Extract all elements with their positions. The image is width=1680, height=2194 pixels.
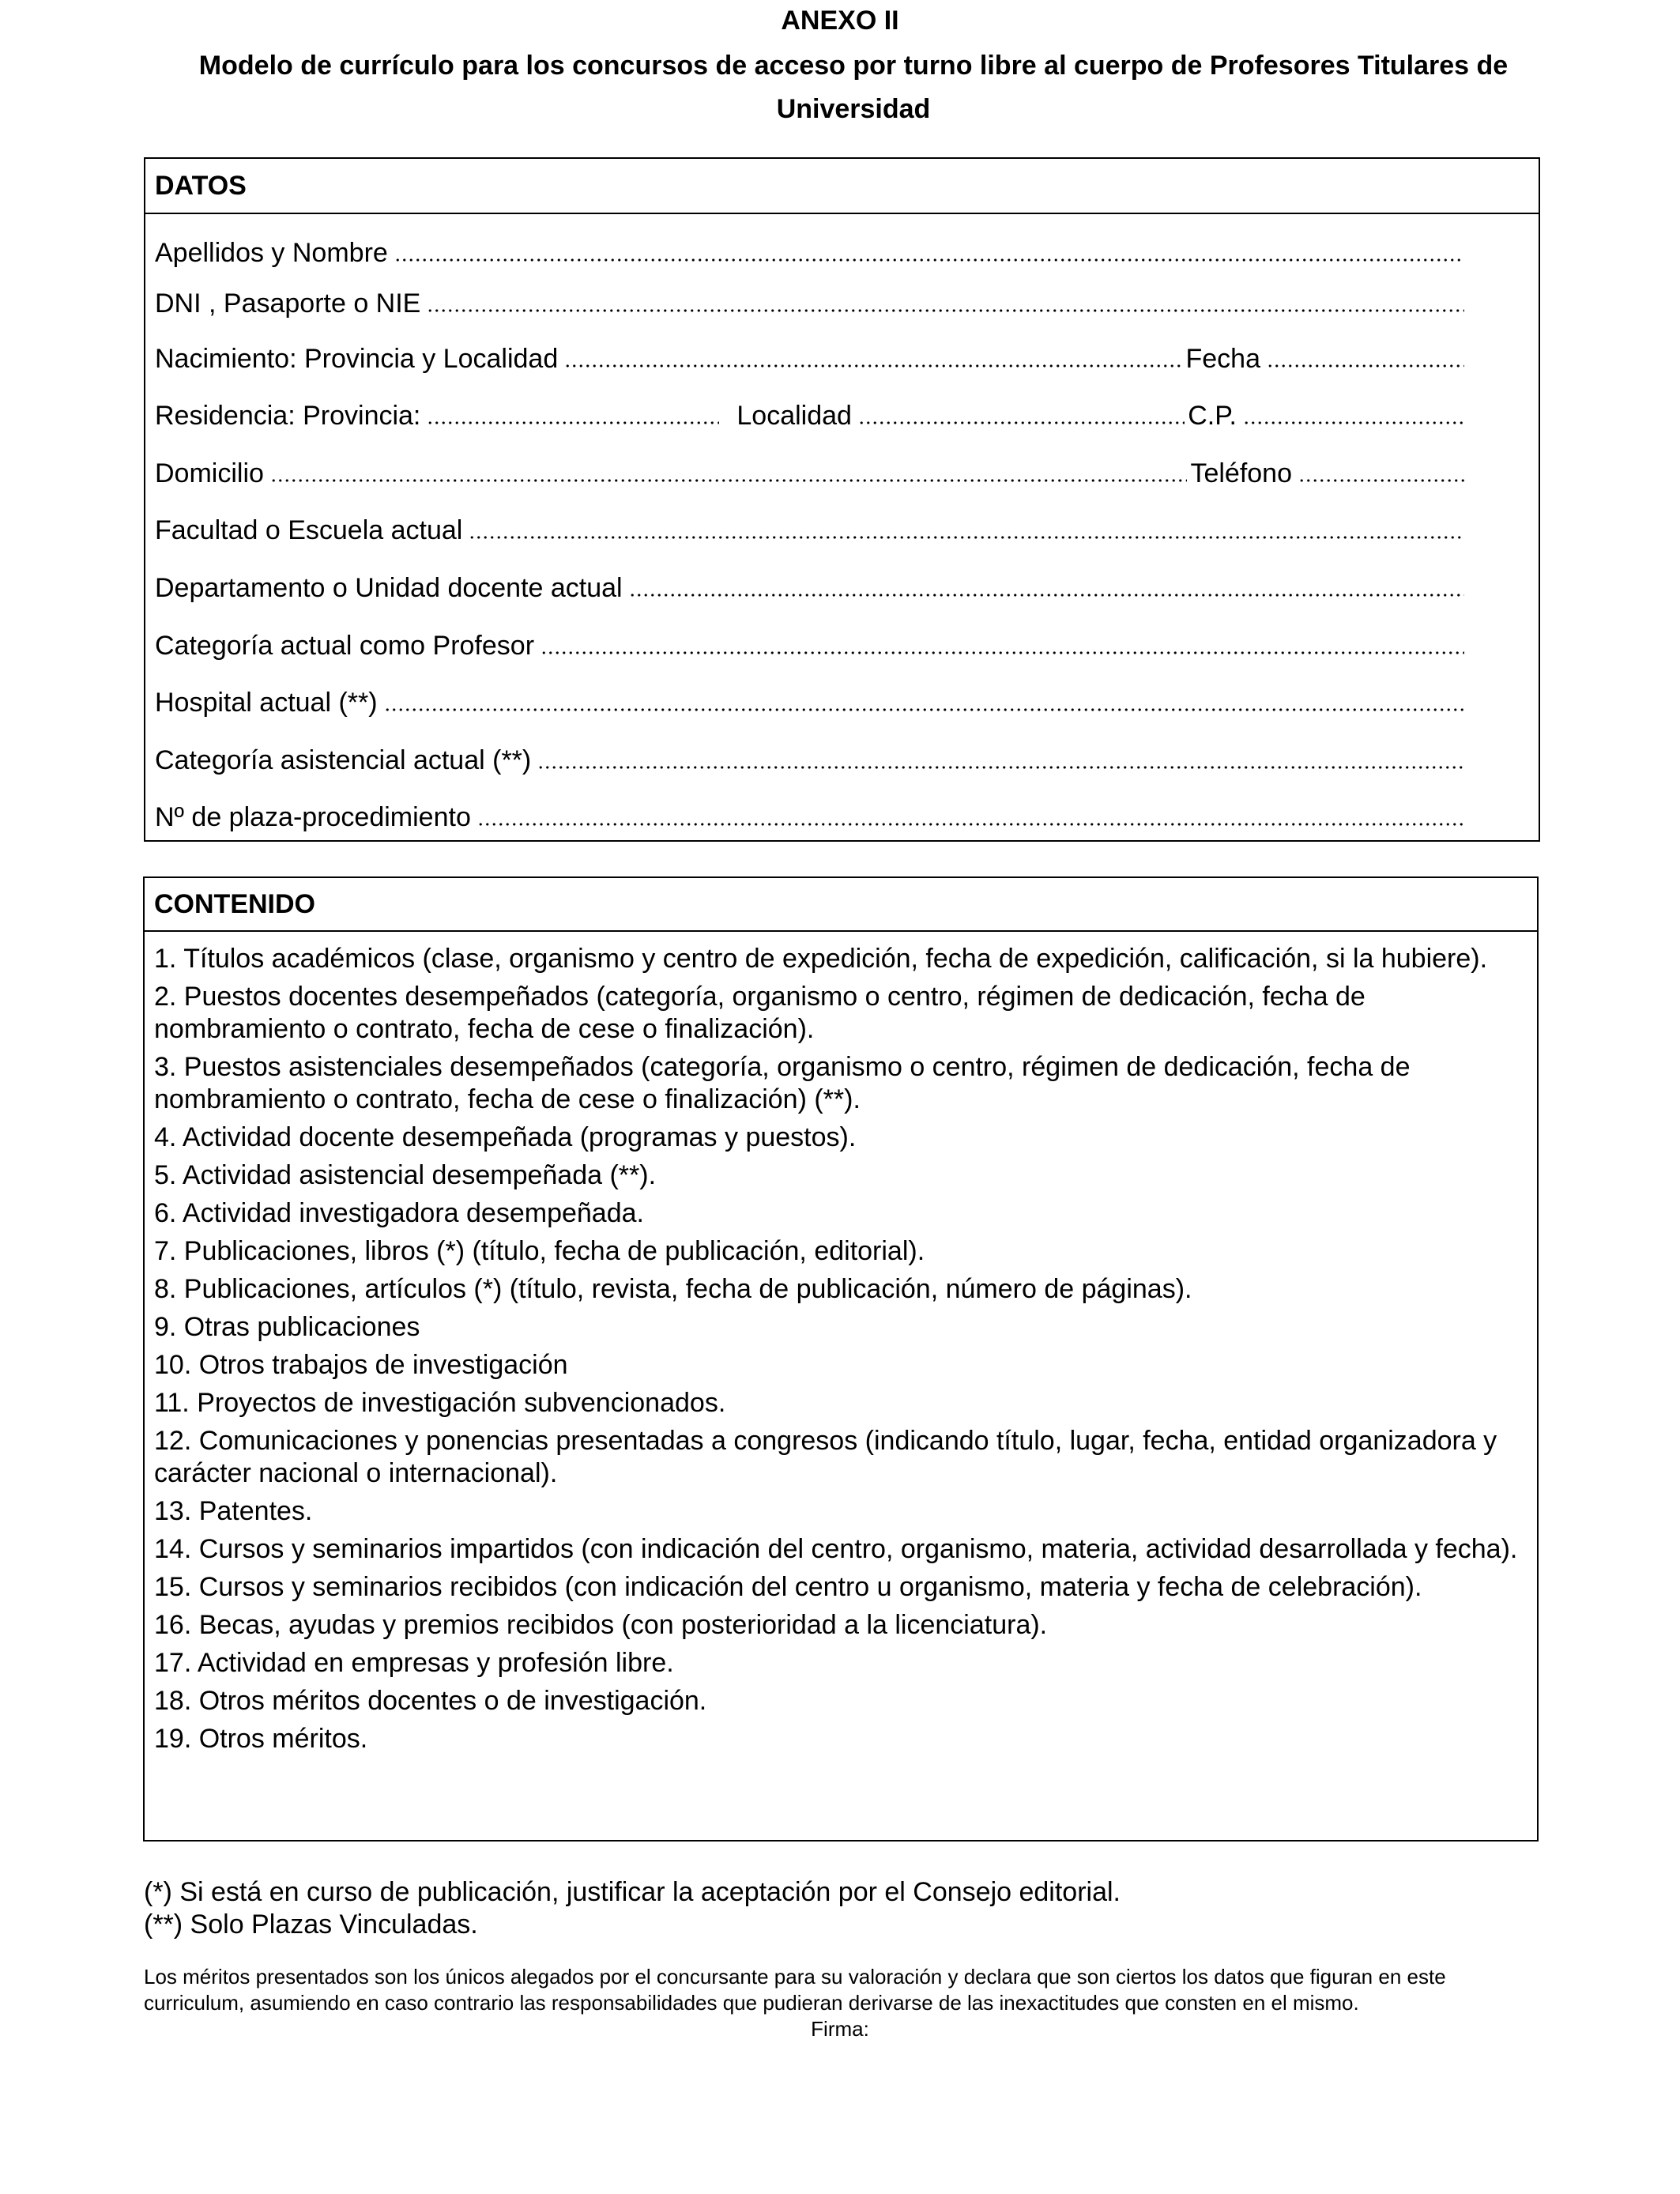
- label-categoria-profesor: Categoría actual como Profesor: [155, 631, 535, 661]
- contenido-item: 16. Becas, ayudas y premios recibidos (con posterioridad a la licenciatura).: [154, 1610, 1048, 1640]
- label-dni: DNI , Pasaporte o NIE: [155, 288, 421, 319]
- dotted-line: [469, 513, 1464, 540]
- dotted-line: [537, 743, 1464, 770]
- contenido-item: 11. Proyectos de investigación subvencionados.: [154, 1388, 726, 1418]
- label-fecha: Fecha: [1185, 344, 1260, 374]
- contenido-item: 8. Publicaciones, artículos (*) (título, revista, fecha de publicación, número de páginas).: [154, 1274, 1192, 1304]
- label-departamento: Departamento o Unidad docente actual: [155, 573, 623, 603]
- contenido-item: 19. Otros méritos.: [154, 1724, 368, 1754]
- contenido-item: 1. Títulos académicos (clase, organismo y centro de expedición, fecha de expedición, calificación, si la hubiere).: [154, 944, 1488, 974]
- disclaimer-text: Los méritos presentados son los únicos alegados por el concursante para su valoración y declara que son ciertos los datos que figuran en este curriculum, asumiendo en caso contrario las responsabilidades que pudieran derivarse de las inexactitudes que consten en el mismo.: [144, 1965, 1446, 2015]
- datos-heading: DATOS: [145, 159, 1539, 214]
- note-publication: (*) Si está en curso de publicación, justificar la aceptación por el Consejo editorial.: [144, 1877, 1121, 1907]
- annex-title: ANEXO II: [781, 6, 899, 36]
- field-nacimiento[interactable]: [155, 340, 1467, 375]
- field-hospital[interactable]: [155, 684, 1467, 718]
- contenido-item: 18. Otros méritos docentes o de investigación.: [154, 1686, 707, 1716]
- label-domicilio: Domicilio: [155, 458, 264, 488]
- contenido-list: [145, 932, 1537, 1755]
- label-residencia: Residencia: Provincia:: [155, 401, 421, 431]
- label-hospital: Hospital actual (**): [155, 688, 378, 718]
- dotted-line: [384, 685, 1464, 712]
- field-categoria-asistencial[interactable]: [155, 741, 1467, 776]
- contenido-item: 13. Patentes.: [154, 1496, 313, 1526]
- contenido-section: [143, 876, 1539, 1842]
- field-apellidos-nombre[interactable]: [155, 234, 1467, 269]
- label-localidad: Localidad: [736, 401, 852, 431]
- label-cp: C.P.: [1188, 401, 1237, 431]
- dotted-line: [427, 286, 1464, 313]
- contenido-item: 2. Puestos docentes desempeñados (categoría, organismo o centro, régimen de dedicación, fecha de nombramiento o contrato, fecha de cese o finalización).: [154, 982, 1365, 1044]
- contenido-item: 6. Actividad investigadora desempeñada.: [154, 1198, 644, 1228]
- dotted-line: [1298, 456, 1464, 483]
- dotted-line: [858, 398, 1185, 425]
- field-domicilio[interactable]: [155, 454, 1467, 489]
- label-telefono: Teléfono: [1190, 458, 1292, 488]
- contenido-item: 3. Puestos asistenciales desempeñados (categoría, organismo o centro, régimen de dedicación, fecha de nombramiento o contrato, fecha de cese o finalización) (**).: [154, 1052, 1411, 1114]
- label-apellidos-nombre: Apellidos y Nombre: [155, 238, 388, 268]
- contenido-item: 15. Cursos y seminarios recibidos (con indicación del centro u organismo, materia y fecha de celebración).: [154, 1572, 1422, 1602]
- contenido-item: 7. Publicaciones, libros (*) (título, fecha de publicación, editorial).: [154, 1236, 925, 1266]
- contenido-item: 9. Otras publicaciones: [154, 1312, 420, 1342]
- label-categoria-asistencial: Categoría asistencial actual (**): [155, 745, 532, 775]
- contenido-item: 5. Actividad asistencial desempeñada (**).: [154, 1160, 657, 1190]
- dotted-line: [1267, 341, 1464, 368]
- contenido-item: 12. Comunicaciones y ponencias presentadas a congresos (indicando título, lugar, fecha, entidad organizadora y carácter nacional o internacional).: [154, 1426, 1497, 1488]
- dotted-line: [541, 628, 1464, 655]
- field-categoria-profesor[interactable]: [155, 627, 1467, 662]
- dotted-line: [394, 236, 1464, 262]
- field-departamento[interactable]: [155, 569, 1467, 604]
- contenido-heading: CONTENIDO: [145, 878, 1537, 932]
- document-title: [150, 44, 1557, 131]
- field-facultad[interactable]: [155, 511, 1467, 546]
- dotted-line: [629, 571, 1464, 598]
- contenido-item: 14. Cursos y seminarios impartidos (con indicación del centro, organismo, materia, actividad desarrollada y fecha).: [154, 1534, 1518, 1564]
- field-residencia[interactable]: [155, 397, 1467, 432]
- contenido-item: 10. Otros trabajos de investigación: [154, 1350, 568, 1380]
- dotted-line: [270, 456, 1188, 483]
- label-plaza: Nº de plaza-procedimiento: [155, 802, 471, 832]
- dotted-line: [1243, 398, 1464, 425]
- note-vinculadas: (**) Solo Plazas Vinculadas.: [144, 1909, 478, 1940]
- dotted-line: [477, 800, 1464, 827]
- datos-section: [144, 157, 1540, 842]
- dotted-line: [564, 341, 1182, 368]
- contenido-item: 4. Actividad docente desempeñada (programas y puestos).: [154, 1122, 857, 1152]
- document-title-line1: Modelo de currículo para los concursos de acceso por turno libre al cuerpo de Profesores Titulares de: [198, 51, 1509, 81]
- field-dni[interactable]: [155, 285, 1467, 319]
- signature-label: Firma:: [811, 2017, 869, 2041]
- document-title-line2: Universidad: [776, 94, 931, 124]
- label-facultad: Facultad o Escuela actual: [155, 515, 463, 545]
- dotted-line: [427, 398, 719, 425]
- field-plaza[interactable]: [155, 798, 1467, 833]
- contenido-item: 17. Actividad en empresas y profesión libre.: [154, 1648, 674, 1678]
- label-nacimiento: Nacimiento: Provincia y Localidad: [155, 344, 559, 374]
